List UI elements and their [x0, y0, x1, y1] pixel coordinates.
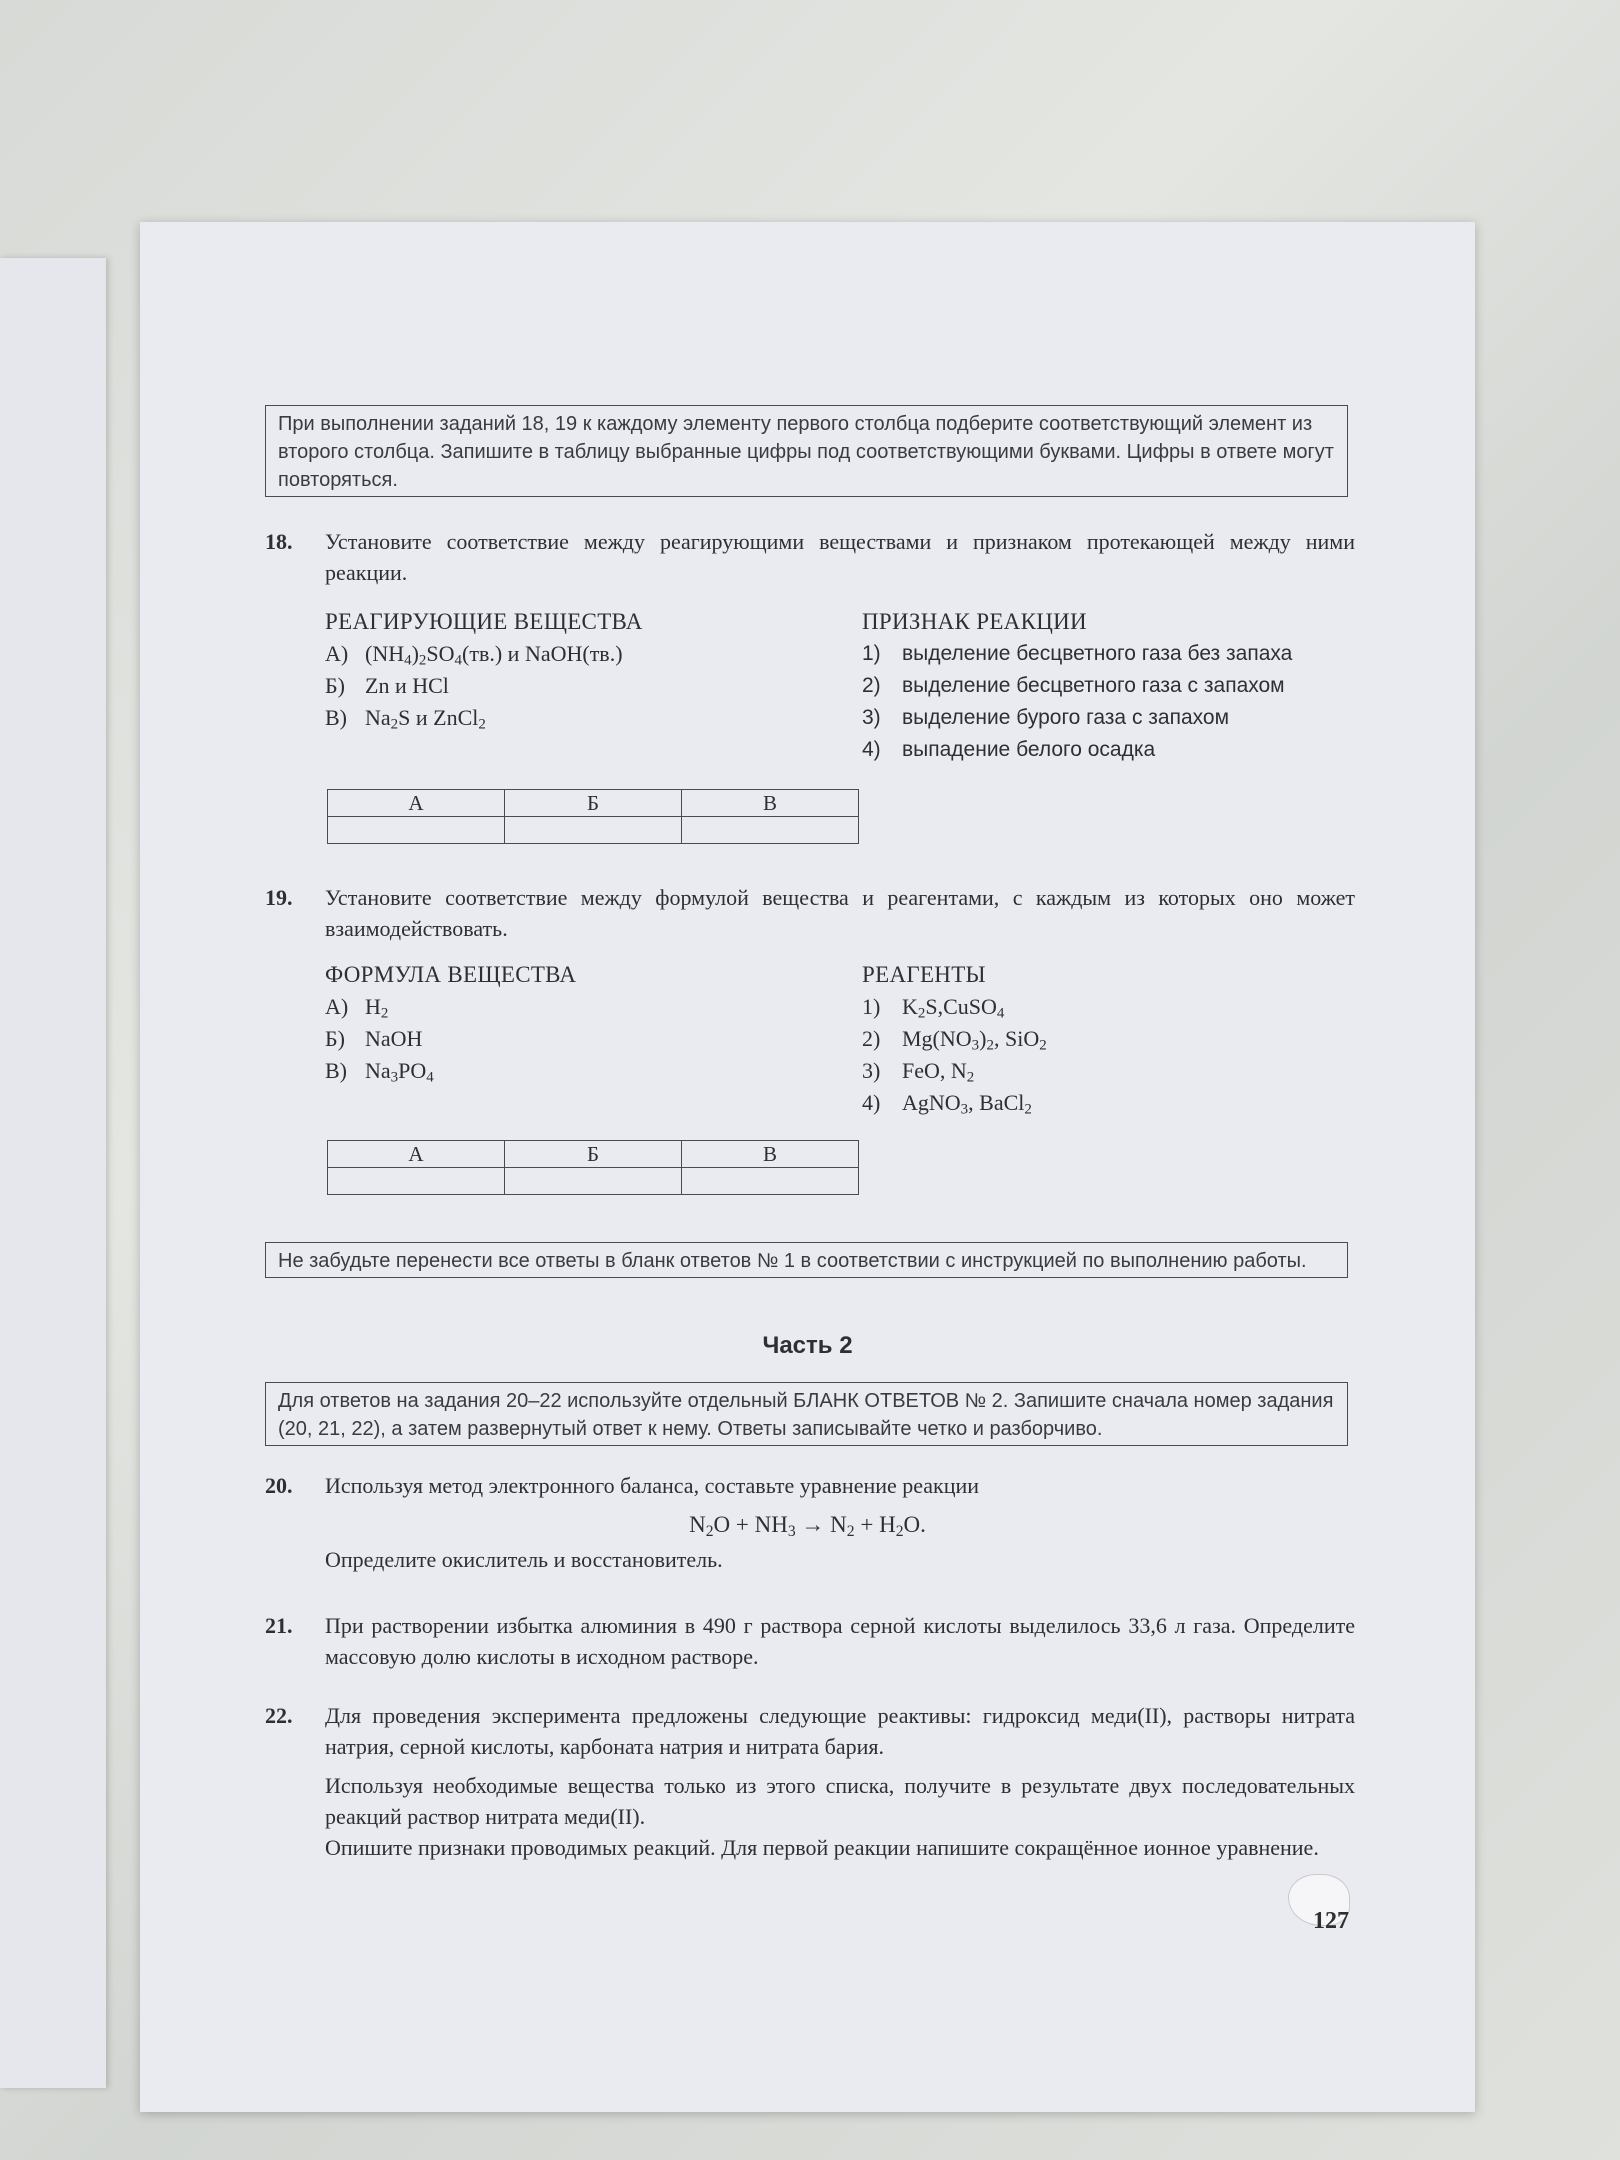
- list-item: [862, 1055, 1362, 1087]
- subscript: 4: [996, 1005, 1005, 1022]
- item-label: А): [325, 994, 349, 1019]
- subscript: 2: [917, 1005, 926, 1022]
- subscript: 2: [1024, 1101, 1032, 1118]
- task-20: [265, 1470, 1355, 1501]
- item-label: А): [325, 641, 349, 666]
- answer-cell[interactable]: [328, 1168, 505, 1195]
- item-text: выделение бесцветного газа с запахом: [902, 674, 1285, 697]
- reactants-column: [325, 606, 845, 734]
- item-label: 2): [862, 1026, 881, 1051]
- task-20-question: [265, 1544, 1355, 1575]
- item-text: выделение бесцветного газа без запаха: [902, 642, 1293, 665]
- task-number: 18.: [265, 529, 293, 554]
- subscript: 2: [846, 1522, 855, 1540]
- formula-text: , BaCl: [968, 1090, 1025, 1115]
- answer-table-19: [327, 1140, 859, 1195]
- list-item: [862, 670, 1362, 702]
- list-item: [862, 734, 1362, 766]
- item-label: Б): [325, 673, 345, 698]
- formula-text: AgNO: [902, 1090, 961, 1115]
- task-number: 19.: [265, 885, 293, 910]
- page-number: 127: [1313, 1908, 1349, 1934]
- adjacent-page-edge: [0, 258, 106, 2088]
- item-label: 3): [862, 1058, 881, 1083]
- formula-text: ): [979, 1026, 987, 1051]
- answer-cell[interactable]: [328, 817, 505, 844]
- item-label: Б): [325, 1026, 345, 1051]
- answer-table-18: [327, 789, 859, 844]
- formula-text: , SiO: [993, 1026, 1040, 1051]
- list-item: [325, 1055, 845, 1087]
- subscript: 3: [960, 1101, 969, 1118]
- list-item: [862, 702, 1362, 734]
- item-label: 4): [862, 1090, 881, 1115]
- answer-table-header: Б: [505, 790, 682, 817]
- column-heading: РЕАГЕНТЫ: [862, 962, 986, 987]
- formula-text: NaOH: [365, 1026, 423, 1051]
- task-number: 21.: [265, 1613, 293, 1638]
- formula-text: Na: [365, 705, 391, 730]
- task-18: [265, 526, 1355, 588]
- task-text: При растворении избытка алюминия в 490 г раствора серной кислоты выделилось 33,6 л газа. Определите массовую долю кислоты в исходном растворе.: [325, 1613, 1355, 1669]
- answer-cell[interactable]: [682, 1168, 859, 1195]
- task-number: 20.: [265, 1473, 293, 1498]
- task-21: [265, 1610, 1355, 1672]
- formula-text: PO: [398, 1058, 427, 1083]
- instructions-text-2: Для ответов на задания 20–22 используйте отдельный БЛАНК ОТВЕТОВ № 2. Запишите сначала номер задания (20, 21, 22), а затем развернутый ответ к нему. Ответы записывайте четко и разборчиво.: [278, 1390, 1334, 1440]
- formula-text: O + NH: [713, 1512, 788, 1537]
- formula-text: S,CuSO: [925, 994, 997, 1019]
- item-label: В): [325, 705, 347, 730]
- formula-text: Na: [365, 1058, 391, 1083]
- item-text: выпадение белого осадка: [902, 738, 1156, 761]
- column-heading: ПРИЗНАК РЕАКЦИИ: [862, 609, 1087, 634]
- column-heading: ФОРМУЛА ВЕЩЕСТВА: [325, 962, 577, 987]
- formula-text: (NH: [365, 641, 405, 666]
- subscript: 4: [426, 1069, 434, 1086]
- list-item: [325, 638, 845, 670]
- instructions-text-1: При выполнении заданий 18, 19 к каждому элементу первого столбца подберите соответствующий элемент из второго столбца. Запишите в таблицу выбранные цифры под соответствующими буквами. Цифры в ответе могут повторяться.: [278, 413, 1334, 491]
- reaction-signs-column: [862, 606, 1362, 766]
- task-number: 22.: [265, 1703, 293, 1728]
- instructions-box-1: [265, 405, 1348, 497]
- subscript: 2: [966, 1069, 975, 1086]
- list-item: [325, 1023, 845, 1055]
- task-text: Установите соответствие между реагирующими веществами и признаком протекающей между ними реакции.: [325, 529, 1355, 585]
- task-text: Опишите признаки проводимых реакций. Для первой реакции напишите сокращённое ионное уравнение.: [325, 1835, 1319, 1860]
- formula-text: + H: [854, 1512, 896, 1537]
- task-text: Используя необходимые вещества только из этого списка, получите в результате двух последовательных реакций раствор нитрата меди(II).: [325, 1773, 1355, 1829]
- document-page: [140, 222, 1475, 2112]
- subscript: 4: [404, 652, 412, 669]
- formula-text: H: [365, 994, 381, 1019]
- subscript: 2: [1039, 1037, 1047, 1054]
- task-text: Определите окислитель и восстановитель.: [325, 1547, 723, 1572]
- list-item: [325, 702, 845, 734]
- answer-table-header: А: [328, 1141, 505, 1168]
- instructions-box-2: [265, 1382, 1348, 1446]
- subscript: 3: [390, 1069, 399, 1086]
- item-label: 2): [862, 674, 881, 697]
- reminder-box: [265, 1242, 1348, 1278]
- formula-text: FeO, N: [902, 1058, 967, 1083]
- task-text: Установите соответствие между формулой вещества и реагентами, с каждым из которых оно может взаимодействовать.: [325, 885, 1355, 941]
- list-item: [862, 638, 1362, 670]
- subscript: 2: [390, 716, 399, 733]
- subscript: 3: [971, 1037, 980, 1054]
- subscript: 2: [380, 1005, 389, 1022]
- column-heading: РЕАГИРУЮЩИЕ ВЕЩЕСТВА: [325, 609, 643, 634]
- item-label: В): [325, 1058, 347, 1083]
- subscript: 2: [478, 716, 486, 733]
- task-19: [265, 882, 1355, 944]
- formula-text: N: [689, 1512, 706, 1537]
- answer-cell[interactable]: [682, 817, 859, 844]
- answer-cell[interactable]: [505, 1168, 682, 1195]
- task-text: Для проведения эксперимента предложены следующие реактивы: гидроксид меди(II), растворы нитрата натрия, серной кислоты, карбоната натрия и нитрата бария.: [325, 1703, 1355, 1759]
- part-title: Часть 2: [762, 1332, 853, 1359]
- formula-text: ): [411, 641, 419, 666]
- task-text: Используя метод электронного баланса, составьте уравнение реакции: [325, 1473, 980, 1498]
- answer-table-header: В: [682, 790, 859, 817]
- item-label: 1): [862, 642, 881, 665]
- subscript: 2: [986, 1037, 994, 1054]
- item-label: 3): [862, 706, 881, 729]
- formula-text: Zn и HCl: [365, 673, 449, 698]
- list-item: [325, 991, 845, 1023]
- formula-text: → N: [795, 1512, 847, 1537]
- formula-text: K: [902, 994, 918, 1019]
- list-item: [862, 991, 1362, 1023]
- list-item: [325, 670, 845, 702]
- task-22: [265, 1700, 1355, 1863]
- answer-table-header: А: [328, 790, 505, 817]
- formula-text: Mg(NO: [902, 1026, 972, 1051]
- formula-text: (тв.) и NaOH(тв.): [462, 641, 623, 666]
- formula-text: SO: [426, 641, 455, 666]
- subscript: 2: [895, 1522, 904, 1540]
- subscript: 4: [454, 652, 463, 669]
- answer-table-header: В: [682, 1141, 859, 1168]
- list-item: [862, 1023, 1362, 1055]
- formula-column: [325, 959, 845, 1087]
- item-label: 4): [862, 738, 881, 761]
- formula-text: O.: [903, 1512, 926, 1537]
- subscript: 3: [787, 1522, 796, 1540]
- subscript: 2: [705, 1522, 714, 1540]
- reaction-equation: [140, 1512, 1475, 1538]
- reminder-text: Не забудьте перенести все ответы в бланк ответов № 1 в соответствии с инструкцией по выполнению работы.: [278, 1250, 1307, 1272]
- list-item: [862, 1087, 1362, 1119]
- answer-cell[interactable]: [505, 817, 682, 844]
- answer-table-header: Б: [505, 1141, 682, 1168]
- item-label: 1): [862, 994, 881, 1019]
- item-text: выделение бурого газа с запахом: [902, 706, 1230, 729]
- formula-text: S и ZnCl: [398, 705, 479, 730]
- subscript: 2: [418, 652, 427, 669]
- reagents-column: [862, 959, 1362, 1119]
